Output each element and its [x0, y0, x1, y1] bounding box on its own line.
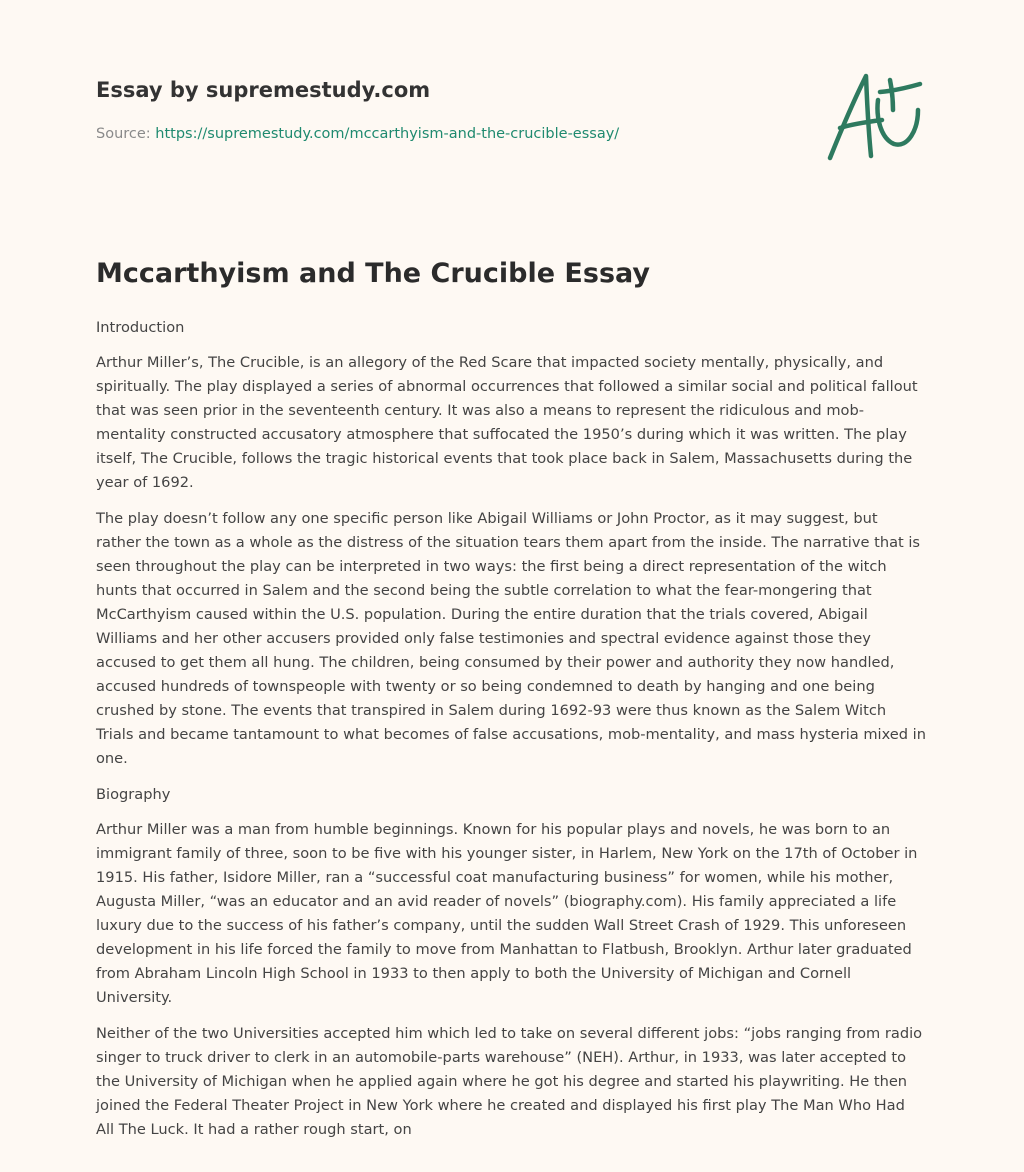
paragraph: Arthur Miller’s, The Crucible, is an allegory of the Red Scare that impacted society mentally, physically, and spiritually. The play displayed a series of abnormal occurrences that followed a similar social and political fallout that was seen prior in the seventeenth century. It was also a means to represent the ridiculous and mob-mentality constructed accusatory atmosphere that suffocated the 1950’s during which it was written. The play itself, The Crucible, follows the tragic historical events that took place back in Salem, Massachusetts during the year of 1692. [96, 354, 918, 491]
paragraph: Neither of the two Universities accepted him which led to take on several different jobs: “jobs ranging from radio singer to truck driver to clerk in an automobile-parts warehouse” (NEH). Arthur, in 1933, was later accepted to the University of Michigan when he applied again where he got his degree and started his playwriting. He then joined the Federal Theater Project in New York where he created and displayed his first play The Man Who Had All The Luck. It had a rather rough start, on [96, 1025, 923, 1138]
essay-header [96, 76, 656, 144]
source-link[interactable]: https://supremestudy.com/mccarthyism-and-the-crucible-essay/ [155, 126, 620, 142]
site-title: Essay by supremestudy.com [96, 78, 431, 102]
essay-title: Mccarthyism and The Crucible Essay [96, 258, 651, 289]
section-heading-introduction: Introduction [96, 319, 185, 336]
a-plus-logo-icon [820, 66, 930, 166]
essay-body [96, 316, 926, 1154]
source-line [96, 124, 656, 144]
source-label: Source: [96, 126, 156, 142]
paragraph: Arthur Miller was a man from humble beginnings. Known for his popular plays and novels, he was born to an immigrant family of three, soon to be five with his younger sister, in Harlem, New York on the 17th of October in 1915. His father, Isidore Miller, ran a “successful coat manufacturing business” for women, while his mother, Augusta Miller, “was an educator and an avid reader of novels” (biography.com). His family appreciated a life luxury due to the success of his father’s company, until the sudden Wall Street Crash of 1929. This unforeseen development in his life forced the family to move from Manhattan to Flatbush, Brooklyn. Arthur later graduated from Abraham Lincoln High School in 1933 to then apply to both the University of Michigan and Cornell University. [96, 821, 918, 1006]
section-heading-biography: Biography [96, 786, 171, 803]
paragraph: The play doesn’t follow any one specific person like Abigail Williams or John Proctor, as it may suggest, but rather the town as a whole as the distress of the situation tears them apart from the inside. The narrative that is seen throughout the play can be interpreted in two ways: the first being a direct representation of the witch hunts that occurred in Salem and the second being the subtle correlation to what the fear-mongering that McCarthyism caused within the U.S. population. During the entire duration that the trials covered, Abigail Williams and her other accusers provided only false testimonies and spectral evidence against those they accused to get them all hung. The children, being consumed by their power and authority they now handled, accused hundreds of townspeople with twenty or so being condemned to death by hanging and one being crushed by stone. The events that transpired in Salem during 1692-93 were thus known as the Salem Witch Trials and became tantamount to what becomes of false accusations, mob-mentality, and mass hysteria mixed in one. [96, 510, 926, 767]
